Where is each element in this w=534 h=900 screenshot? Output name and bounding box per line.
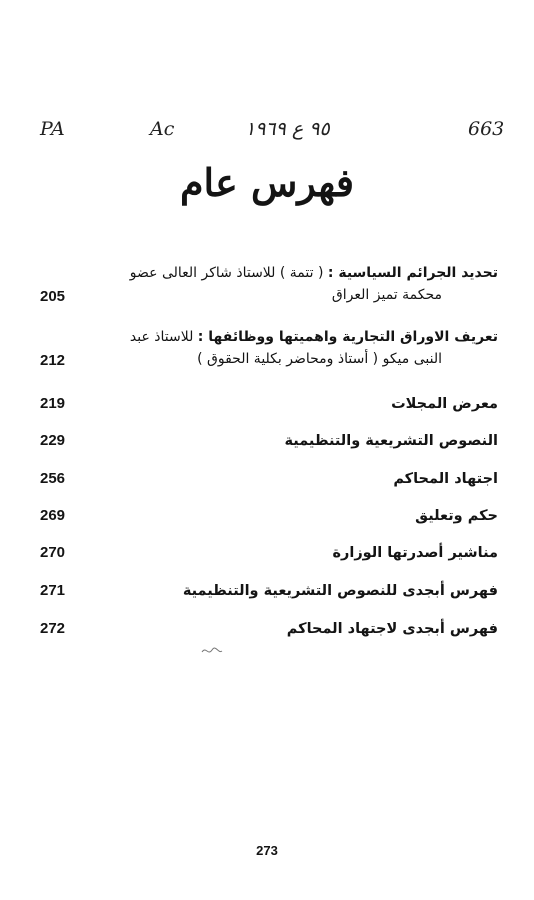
toc-entry-label: فهرس أبجدى للنصوص التشريعية والتنظيمية (182, 583, 498, 599)
toc-entry-author: للاستاذ عبد (129, 329, 198, 345)
toc-page-number: 269 (40, 507, 66, 524)
toc-entry-label: النصوص التشريعية والتنظيمية (284, 433, 498, 449)
handwritten-mark: 663 (468, 118, 505, 140)
toc-entry-line: محكمة تميز العراق (331, 287, 442, 303)
toc-entry-heading: تعريف الاوراق التجارية واهميتها ووظائفها : (197, 329, 498, 345)
toc-entry (40, 393, 498, 415)
toc-page-number: 272 (40, 620, 66, 637)
toc-entry-line: النبى ميكو ( أستاذ ومحاضر بكلية الحقوق ) (197, 351, 442, 367)
toc-entry-label: اجتهاد المحاكم (393, 471, 498, 487)
toc-entry-line (40, 262, 498, 284)
handwritten-mark: Ac (150, 118, 175, 140)
toc-entry (40, 505, 498, 527)
toc-entry-label: حكم وتعليق (415, 508, 498, 524)
toc-entry (40, 262, 498, 308)
toc-entry (40, 468, 498, 490)
pencil-mark (200, 642, 226, 660)
handwritten-mark: ٩٥ ع ١٩٦٩ (245, 118, 330, 140)
page-title: فهرس عام (179, 160, 355, 205)
toc-entry-label: مناشير أصدرتها الوزارة (332, 545, 498, 561)
handwritten-mark: PA (40, 118, 65, 140)
toc-entry-line (40, 326, 498, 348)
page-number: 273 (256, 843, 278, 858)
toc-entry-label: معرض المجلات (391, 396, 498, 412)
toc-entry (40, 580, 498, 602)
toc-page-number: 219 (40, 395, 66, 412)
toc-page-number: 229 (40, 432, 66, 449)
toc-entry (40, 430, 498, 452)
toc-page-number: 205 (40, 288, 66, 305)
toc-entry-label: فهرس أبجدى لاجتهاد المحاكم (286, 621, 498, 637)
toc-entry (40, 542, 498, 564)
toc-page-number: 270 (40, 544, 66, 561)
toc-entry-heading: تحديد الجرائم السياسية : (327, 265, 498, 281)
handwritten-reference (0, 118, 534, 148)
toc-entry (40, 618, 498, 640)
toc-entry (40, 326, 498, 372)
toc-entry-author: ( تتمة ) للاستاذ شاكر العالى عضو (129, 265, 328, 281)
toc-page-number: 271 (40, 582, 66, 599)
toc-page-number: 256 (40, 470, 66, 487)
toc-page-number: 212 (40, 352, 66, 369)
